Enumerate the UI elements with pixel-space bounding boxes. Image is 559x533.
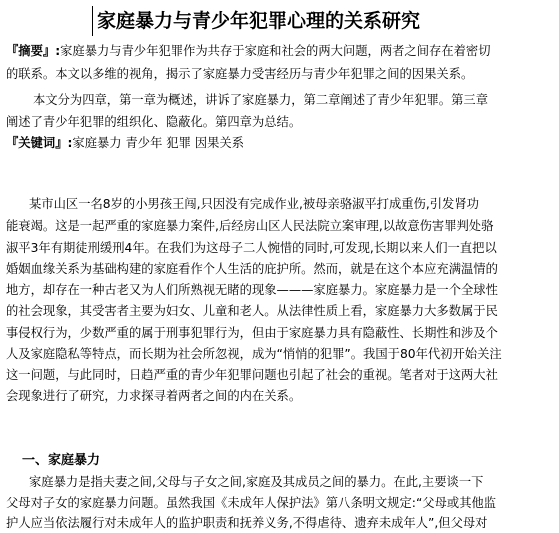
body-line-1: 某市山区一名8岁的小男孩王闯,只因没有完成作业,被母亲骆淑平打成重伤,引发肾功: [29, 197, 479, 211]
body-line-7: 事侵权行为，少数严重的属于刑事犯罪行为，但由于家庭暴力具有隐蔽性、长期性和涉及个: [6, 326, 498, 340]
keywords-label: 『关键词』:: [6, 136, 73, 150]
body-line-6: 的社会现象，其受害者主要为妇女、儿童和老人。从法律性质上看，家庭暴力大多数属于民: [6, 304, 498, 318]
body-line-3: 淑平3年有期徒刑缓刑4年。在我们为这母子二人惋惜的同时,可发现,长期以来人们一直把以: [6, 241, 497, 255]
page-title: 家庭暴力与青少年犯罪心理的关系研究: [92, 6, 420, 36]
keywords-text: 家庭暴力 青少年 犯罪 因果关系: [72, 136, 244, 150]
abstract-line-2: 的联系。本文以多维的视角，揭示了家庭暴力受害经历与青少年犯罪之间的因果关系。: [6, 67, 474, 81]
abstract-line-1: [6, 41, 555, 61]
abstract-text-1: 家庭暴力与青少年犯罪作为共存于家庭和社会的两大问题，两者之间存在着密切: [60, 44, 491, 58]
section-heading: 一、家庭暴力: [22, 453, 101, 468]
body-line-9: 这一问题，与此同时，日趋严重的青少年犯罪问题也引起了社会的重视。笔者对于这两大社: [6, 368, 498, 382]
body-line-8: 人及家庭隐私等特点，而长期为社会所忽视，成为“悄悄的犯罪”。我国于80年代初开始关注: [6, 347, 502, 361]
body-line-5: 地方，却存在一种古老又为人们所熟视无睹的现象———家庭暴力。家庭暴力是一个全球性: [6, 283, 498, 297]
body-line-10: 会现象进行了研究，力求探寻着两者之间的内在关系。: [6, 389, 302, 403]
section-line-1: 家庭暴力是指夫妻之间,父母与子女之间,家庭及其成员之间的暴力。在此,主要谈一下: [29, 475, 484, 489]
abstract-label: 『摘要』:: [6, 44, 61, 58]
section-line-2: 父母对子女的家庭暴力问题。虽然我国《未成年人保护法》第八条明文规定:“父母或其他监: [6, 496, 497, 510]
abstract-line-3: 本文分为四章，第一章为概述，讲诉了家庭暴力，第二章阐述了青少年犯罪。第三章: [33, 93, 488, 107]
body-line-2: 能衰竭。这是一起严重的家庭暴力案件,后经房山区人民法院立案审理,以故意伤害罪判处骆: [6, 219, 494, 233]
body-line-4: 婚姻血缘关系为基础构建的家庭看作个人生活的庇护所。然而，就是在这个本应充满温情的: [6, 262, 498, 276]
abstract-line-4: 阐述了青少年犯罪的组织化、隐蔽化。第四章为总结。: [6, 115, 302, 129]
keywords-line: [6, 133, 555, 153]
section-line-3: 护人应当依法履行对未成年人的监护职责和抚养义务,不得虐待、遗弃未成年人”,但父母对: [6, 516, 488, 530]
